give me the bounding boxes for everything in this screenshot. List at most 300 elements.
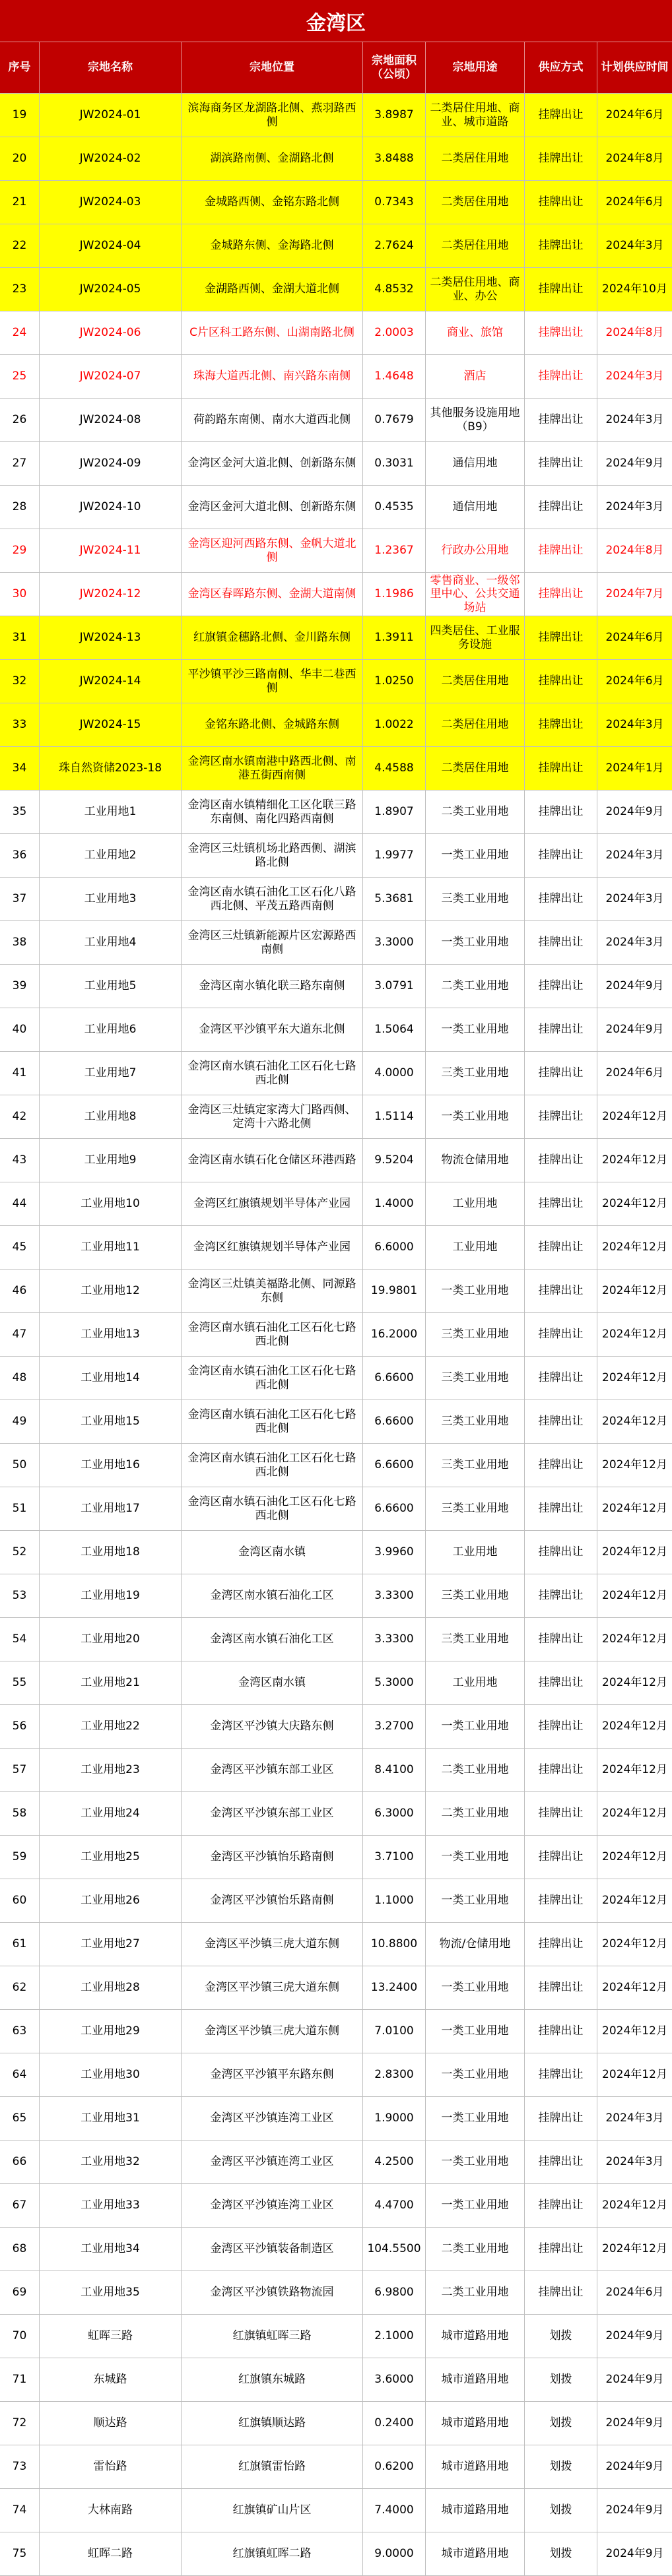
cell-serial-number: 20	[0, 137, 40, 181]
cell-serial-number: 45	[0, 1226, 40, 1270]
cell-parcel-area: 1.5064	[363, 1008, 426, 1052]
cell-parcel-name: 工业用地18	[40, 1531, 182, 1574]
cell-parcel-area: 2.7624	[363, 224, 426, 268]
cell-serial-number: 64	[0, 2053, 40, 2097]
cell-parcel-area: 1.1986	[363, 573, 426, 616]
cell-parcel-location: 红旗镇东城路	[182, 2358, 363, 2402]
cell-planned-supply-time: 2024年3月	[597, 399, 672, 442]
cell-land-use: 通信用地	[426, 442, 525, 486]
cell-land-use: 一类工业用地	[426, 921, 525, 965]
cell-planned-supply-time: 2024年12月	[597, 1531, 672, 1574]
cell-parcel-name: 工业用地10	[40, 1182, 182, 1226]
cell-supply-method: 挂牌出让	[525, 703, 597, 747]
cell-land-use: 工业用地	[426, 1226, 525, 1270]
cell-parcel-name: 工业用地31	[40, 2097, 182, 2141]
cell-planned-supply-time: 2024年3月	[597, 2097, 672, 2141]
cell-serial-number: 40	[0, 1008, 40, 1052]
cell-supply-method: 挂牌出让	[525, 965, 597, 1008]
cell-parcel-location: 金湾区南水镇石油化工区	[182, 1574, 363, 1618]
table-row	[0, 703, 672, 747]
cell-parcel-location: 金湾区金河大道北侧、创新路东侧	[182, 486, 363, 529]
cell-supply-method: 挂牌出让	[525, 1705, 597, 1749]
cell-parcel-location: 金湾区平沙镇连湾工业区	[182, 2097, 363, 2141]
cell-supply-method: 挂牌出让	[525, 1836, 597, 1879]
cell-parcel-location: 金湾区南水镇	[182, 1661, 363, 1705]
cell-parcel-area: 1.0250	[363, 660, 426, 703]
cell-parcel-location: 红旗镇虹晖三路	[182, 2315, 363, 2358]
cell-planned-supply-time: 2024年3月	[597, 878, 672, 921]
cell-serial-number: 69	[0, 2271, 40, 2315]
cell-land-use: 三类工业用地	[426, 1313, 525, 1357]
cell-land-use: 商业、旅馆	[426, 311, 525, 355]
table-row	[0, 2010, 672, 2053]
cell-parcel-area: 1.3911	[363, 616, 426, 660]
table-row	[0, 355, 672, 399]
cell-parcel-location: 金湾区南水镇石油化工区石化七路西北侧	[182, 1444, 363, 1487]
table-row	[0, 1836, 672, 1879]
table-row	[0, 486, 672, 529]
cell-supply-method: 挂牌出让	[525, 181, 597, 224]
cell-parcel-area: 7.0100	[363, 2010, 426, 2053]
cell-planned-supply-time: 2024年9月	[597, 442, 672, 486]
cell-parcel-name: 工业用地35	[40, 2271, 182, 2315]
cell-parcel-location: 金湾区南水镇石油化工区石化七路西北侧	[182, 1357, 363, 1400]
cell-serial-number: 67	[0, 2184, 40, 2228]
cell-parcel-name: 工业用地23	[40, 1749, 182, 1792]
cell-parcel-name: 工业用地7	[40, 1052, 182, 1095]
cell-parcel-area: 0.2400	[363, 2402, 426, 2445]
cell-planned-supply-time: 2024年6月	[597, 1052, 672, 1095]
table-row	[0, 790, 672, 834]
cell-supply-method: 挂牌出让	[525, 573, 597, 616]
cell-land-use: 一类工业用地	[426, 1008, 525, 1052]
cell-parcel-area: 6.6000	[363, 1226, 426, 1270]
cell-parcel-location: 金湾区平沙镇连湾工业区	[182, 2184, 363, 2228]
cell-land-use: 物流/仓储用地	[426, 1923, 525, 1966]
cell-parcel-location: 金湾区平沙镇装备制造区	[182, 2228, 363, 2271]
cell-supply-method: 挂牌出让	[525, 1052, 597, 1095]
table-row	[0, 2358, 672, 2402]
cell-serial-number: 43	[0, 1139, 40, 1182]
cell-parcel-location: 金湾区南水镇化联三路东南侧	[182, 965, 363, 1008]
cell-supply-method: 挂牌出让	[525, 1095, 597, 1139]
cell-planned-supply-time: 2024年9月	[597, 2445, 672, 2489]
cell-parcel-area: 10.8800	[363, 1923, 426, 1966]
cell-serial-number: 71	[0, 2358, 40, 2402]
table-row	[0, 1400, 672, 1444]
cell-planned-supply-time: 2024年8月	[597, 137, 672, 181]
cell-parcel-name: 工业用地5	[40, 965, 182, 1008]
cell-parcel-area: 0.6200	[363, 2445, 426, 2489]
table-body	[0, 94, 672, 2576]
cell-parcel-area: 3.3000	[363, 921, 426, 965]
cell-parcel-name: 工业用地12	[40, 1270, 182, 1313]
cell-parcel-area: 4.8532	[363, 268, 426, 311]
cell-parcel-location: 红旗镇矿山片区	[182, 2489, 363, 2532]
cell-parcel-name: JW2024-05	[40, 268, 182, 311]
cell-parcel-area: 4.4588	[363, 747, 426, 790]
table-row	[0, 1270, 672, 1313]
cell-serial-number: 74	[0, 2489, 40, 2532]
cell-land-use: 二类工业用地	[426, 2271, 525, 2315]
cell-supply-method: 挂牌出让	[525, 137, 597, 181]
cell-parcel-area: 3.8987	[363, 94, 426, 137]
cell-parcel-area: 7.4000	[363, 2489, 426, 2532]
cell-supply-method: 挂牌出让	[525, 1313, 597, 1357]
cell-parcel-area: 6.6600	[363, 1400, 426, 1444]
cell-land-use: 二类居住用地、商业、城市道路	[426, 94, 525, 137]
cell-parcel-location: 金湾区三灶镇定家湾大门路西侧、定湾十六路北侧	[182, 1095, 363, 1139]
cell-serial-number: 42	[0, 1095, 40, 1139]
cell-planned-supply-time: 2024年9月	[597, 1008, 672, 1052]
cell-parcel-name: 工业用地16	[40, 1444, 182, 1487]
cell-planned-supply-time: 2024年12月	[597, 1357, 672, 1400]
cell-serial-number: 27	[0, 442, 40, 486]
table-row	[0, 1139, 672, 1182]
cell-parcel-name: 工业用地29	[40, 2010, 182, 2053]
cell-supply-method: 划拨	[525, 2358, 597, 2402]
cell-serial-number: 72	[0, 2402, 40, 2445]
cell-parcel-name: 大林南路	[40, 2489, 182, 2532]
cell-parcel-name: 工业用地33	[40, 2184, 182, 2228]
cell-land-use: 酒店	[426, 355, 525, 399]
cell-parcel-area: 1.4000	[363, 1182, 426, 1226]
cell-parcel-name: JW2024-11	[40, 529, 182, 573]
header-planned-supply-time: 计划供应时间	[597, 42, 672, 94]
cell-parcel-area: 5.3681	[363, 878, 426, 921]
cell-parcel-area: 2.0003	[363, 311, 426, 355]
table-row	[0, 1749, 672, 1792]
cell-planned-supply-time: 2024年3月	[597, 703, 672, 747]
table-row	[0, 2445, 672, 2489]
cell-parcel-name: 工业用地14	[40, 1357, 182, 1400]
cell-serial-number: 22	[0, 224, 40, 268]
cell-land-use: 一类工业用地	[426, 2053, 525, 2097]
cell-land-use: 二类居住用地	[426, 224, 525, 268]
cell-parcel-name: 工业用地1	[40, 790, 182, 834]
cell-serial-number: 66	[0, 2141, 40, 2184]
cell-supply-method: 挂牌出让	[525, 1879, 597, 1923]
cell-parcel-area: 6.6600	[363, 1444, 426, 1487]
cell-parcel-location: 金湾区南水镇精细化工区化联三路东南侧、南化四路西南侧	[182, 790, 363, 834]
cell-parcel-name: 工业用地26	[40, 1879, 182, 1923]
cell-supply-method: 挂牌出让	[525, 355, 597, 399]
cell-parcel-location: 红旗镇雷怡路	[182, 2445, 363, 2489]
table-row	[0, 1182, 672, 1226]
table-row	[0, 2271, 672, 2315]
cell-supply-method: 挂牌出让	[525, 747, 597, 790]
table-row	[0, 1226, 672, 1270]
cell-parcel-location: 金城路东侧、金海路北侧	[182, 224, 363, 268]
cell-parcel-area: 1.2367	[363, 529, 426, 573]
cell-land-use: 工业用地	[426, 1661, 525, 1705]
cell-parcel-area: 6.6600	[363, 1487, 426, 1531]
cell-serial-number: 75	[0, 2532, 40, 2576]
header-parcel-location: 宗地位置	[182, 42, 363, 94]
cell-parcel-name: 工业用地8	[40, 1095, 182, 1139]
cell-parcel-location: 金湾区南水镇石油化工区	[182, 1618, 363, 1661]
table-row	[0, 573, 672, 616]
table-row	[0, 2097, 672, 2141]
cell-parcel-location: 金湾区平沙镇连湾工业区	[182, 2141, 363, 2184]
cell-parcel-area: 16.2000	[363, 1313, 426, 1357]
cell-parcel-name: JW2024-01	[40, 94, 182, 137]
cell-parcel-name: 工业用地34	[40, 2228, 182, 2271]
table-row	[0, 1531, 672, 1574]
cell-parcel-area: 3.3300	[363, 1574, 426, 1618]
table-row	[0, 2184, 672, 2228]
table-row	[0, 2489, 672, 2532]
cell-supply-method: 挂牌出让	[525, 2010, 597, 2053]
cell-land-use: 二类工业用地	[426, 1749, 525, 1792]
cell-serial-number: 25	[0, 355, 40, 399]
cell-land-use: 一类工业用地	[426, 2097, 525, 2141]
cell-serial-number: 63	[0, 2010, 40, 2053]
cell-serial-number: 39	[0, 965, 40, 1008]
cell-supply-method: 挂牌出让	[525, 1226, 597, 1270]
cell-supply-method: 挂牌出让	[525, 311, 597, 355]
cell-parcel-area: 1.0022	[363, 703, 426, 747]
cell-parcel-area: 3.9960	[363, 1531, 426, 1574]
table-row	[0, 1966, 672, 2010]
cell-supply-method: 挂牌出让	[525, 2271, 597, 2315]
cell-planned-supply-time: 2024年3月	[597, 834, 672, 878]
cell-serial-number: 57	[0, 1749, 40, 1792]
cell-planned-supply-time: 2024年12月	[597, 1444, 672, 1487]
cell-supply-method: 划拨	[525, 2532, 597, 2576]
header-parcel-area: 宗地面积（公顷）	[363, 42, 426, 94]
table-row	[0, 1444, 672, 1487]
cell-planned-supply-time: 2024年12月	[597, 1923, 672, 1966]
cell-planned-supply-time: 2024年6月	[597, 94, 672, 137]
cell-planned-supply-time: 2024年12月	[597, 1618, 672, 1661]
cell-parcel-location: 金铭东路北侧、金城路东侧	[182, 703, 363, 747]
cell-planned-supply-time: 2024年9月	[597, 2489, 672, 2532]
cell-serial-number: 60	[0, 1879, 40, 1923]
cell-supply-method: 挂牌出让	[525, 1182, 597, 1226]
cell-land-use: 一类工业用地	[426, 1270, 525, 1313]
cell-land-use: 工业用地	[426, 1531, 525, 1574]
cell-parcel-area: 3.7100	[363, 1836, 426, 1879]
cell-planned-supply-time: 2024年12月	[597, 2184, 672, 2228]
cell-parcel-location: 金湾区平沙镇平东大道东北侧	[182, 1008, 363, 1052]
cell-parcel-location: 金湾区平沙镇三虎大道东侧	[182, 1923, 363, 1966]
cell-land-use: 城市道路用地	[426, 2315, 525, 2358]
cell-supply-method: 挂牌出让	[525, 616, 597, 660]
cell-planned-supply-time: 2024年3月	[597, 2141, 672, 2184]
cell-parcel-area: 3.2700	[363, 1705, 426, 1749]
cell-land-use: 一类工业用地	[426, 1836, 525, 1879]
cell-parcel-name: JW2024-03	[40, 181, 182, 224]
cell-parcel-area: 9.0000	[363, 2532, 426, 2576]
cell-parcel-name: 工业用地28	[40, 1966, 182, 2010]
cell-planned-supply-time: 2024年8月	[597, 311, 672, 355]
table-row	[0, 878, 672, 921]
cell-planned-supply-time: 2024年9月	[597, 2315, 672, 2358]
table-row	[0, 181, 672, 224]
cell-parcel-name: JW2024-15	[40, 703, 182, 747]
cell-serial-number: 46	[0, 1270, 40, 1313]
cell-planned-supply-time: 2024年12月	[597, 1749, 672, 1792]
cell-supply-method: 挂牌出让	[525, 442, 597, 486]
cell-serial-number: 19	[0, 94, 40, 137]
cell-planned-supply-time: 2024年12月	[597, 1270, 672, 1313]
cell-parcel-location: 金湾区三灶镇新能源片区宏源路西南侧	[182, 921, 363, 965]
cell-parcel-area: 4.4700	[363, 2184, 426, 2228]
cell-planned-supply-time: 2024年3月	[597, 224, 672, 268]
table-row	[0, 1313, 672, 1357]
cell-planned-supply-time: 2024年9月	[597, 965, 672, 1008]
cell-parcel-location: 平沙镇平沙三路南侧、华丰二巷西侧	[182, 660, 363, 703]
cell-planned-supply-time: 2024年9月	[597, 2402, 672, 2445]
cell-supply-method: 挂牌出让	[525, 1792, 597, 1836]
cell-land-use: 城市道路用地	[426, 2489, 525, 2532]
table-row	[0, 1661, 672, 1705]
cell-serial-number: 36	[0, 834, 40, 878]
cell-parcel-name: 工业用地22	[40, 1705, 182, 1749]
cell-parcel-name: 工业用地13	[40, 1313, 182, 1357]
table-row	[0, 2532, 672, 2576]
table-row	[0, 660, 672, 703]
cell-supply-method: 挂牌出让	[525, 94, 597, 137]
cell-land-use: 一类工业用地	[426, 1966, 525, 2010]
cell-planned-supply-time: 2024年12月	[597, 2228, 672, 2271]
cell-planned-supply-time: 2024年3月	[597, 486, 672, 529]
cell-land-use: 一类工业用地	[426, 1095, 525, 1139]
cell-serial-number: 23	[0, 268, 40, 311]
cell-supply-method: 挂牌出让	[525, 1661, 597, 1705]
cell-parcel-name: JW2024-07	[40, 355, 182, 399]
cell-land-use: 四类居住、工业服务设施	[426, 616, 525, 660]
cell-planned-supply-time: 2024年12月	[597, 1792, 672, 1836]
cell-serial-number: 58	[0, 1792, 40, 1836]
cell-parcel-location: 金湖路西侧、金湖大道北侧	[182, 268, 363, 311]
cell-parcel-area: 6.3000	[363, 1792, 426, 1836]
cell-land-use: 零售商业、一级邻里中心、公共交通场站	[426, 573, 525, 616]
cell-planned-supply-time: 2024年12月	[597, 1139, 672, 1182]
cell-parcel-area: 4.0000	[363, 1052, 426, 1095]
cell-parcel-area: 2.8300	[363, 2053, 426, 2097]
cell-planned-supply-time: 2024年6月	[597, 2271, 672, 2315]
cell-supply-method: 挂牌出让	[525, 878, 597, 921]
cell-serial-number: 48	[0, 1357, 40, 1400]
table-row	[0, 1487, 672, 1531]
cell-land-use: 一类工业用地	[426, 1879, 525, 1923]
cell-parcel-location: 金湾区红旗镇规划半导体产业园	[182, 1182, 363, 1226]
cell-planned-supply-time: 2024年12月	[597, 1313, 672, 1357]
table-row	[0, 747, 672, 790]
cell-parcel-location: C片区科工路东侧、山湖南路北侧	[182, 311, 363, 355]
cell-parcel-location: 红旗镇金穗路北侧、金川路东侧	[182, 616, 363, 660]
cell-supply-method: 挂牌出让	[525, 1966, 597, 2010]
cell-planned-supply-time: 2024年12月	[597, 1836, 672, 1879]
cell-parcel-name: JW2024-10	[40, 486, 182, 529]
cell-serial-number: 35	[0, 790, 40, 834]
cell-planned-supply-time: 2024年6月	[597, 660, 672, 703]
cell-parcel-name: 工业用地27	[40, 1923, 182, 1966]
cell-serial-number: 34	[0, 747, 40, 790]
cell-supply-method: 划拨	[525, 2489, 597, 2532]
cell-planned-supply-time: 2024年12月	[597, 1487, 672, 1531]
cell-serial-number: 24	[0, 311, 40, 355]
cell-parcel-name: 工业用地25	[40, 1836, 182, 1879]
cell-parcel-area: 0.7679	[363, 399, 426, 442]
cell-land-use: 城市道路用地	[426, 2402, 525, 2445]
cell-serial-number: 31	[0, 616, 40, 660]
cell-planned-supply-time: 2024年12月	[597, 1705, 672, 1749]
table-row	[0, 311, 672, 355]
cell-land-use: 一类工业用地	[426, 2141, 525, 2184]
cell-supply-method: 挂牌出让	[525, 2184, 597, 2228]
cell-land-use: 二类居住用地	[426, 181, 525, 224]
cell-land-use: 三类工业用地	[426, 1487, 525, 1531]
cell-parcel-area: 3.0791	[363, 965, 426, 1008]
cell-supply-method: 挂牌出让	[525, 2053, 597, 2097]
cell-parcel-area: 6.6600	[363, 1357, 426, 1400]
cell-land-use: 三类工业用地	[426, 1444, 525, 1487]
cell-parcel-location: 金湾区金河大道北侧、创新路东侧	[182, 442, 363, 486]
cell-planned-supply-time: 2024年12月	[597, 1879, 672, 1923]
cell-parcel-location: 金湾区南水镇石化仓储区环港西路	[182, 1139, 363, 1182]
cell-parcel-name: 工业用地24	[40, 1792, 182, 1836]
cell-supply-method: 挂牌出让	[525, 1008, 597, 1052]
cell-supply-method: 挂牌出让	[525, 224, 597, 268]
cell-supply-method: 挂牌出让	[525, 1270, 597, 1313]
cell-parcel-area: 19.9801	[363, 1270, 426, 1313]
cell-land-use: 二类工业用地	[426, 1792, 525, 1836]
cell-serial-number: 56	[0, 1705, 40, 1749]
cell-parcel-name: 工业用地9	[40, 1139, 182, 1182]
cell-parcel-location: 金城路西侧、金铭东路北侧	[182, 181, 363, 224]
cell-parcel-name: 工业用地21	[40, 1661, 182, 1705]
cell-land-use: 一类工业用地	[426, 1705, 525, 1749]
table-row	[0, 268, 672, 311]
cell-parcel-name: 顺达路	[40, 2402, 182, 2445]
cell-parcel-location: 金湾区平沙镇平东路东侧	[182, 2053, 363, 2097]
cell-parcel-location: 金湾区南水镇石油化工区石化七路西北侧	[182, 1487, 363, 1531]
cell-parcel-location: 金湾区三灶镇美福路北侧、同源路东侧	[182, 1270, 363, 1313]
cell-parcel-name: 东城路	[40, 2358, 182, 2402]
cell-planned-supply-time: 2024年12月	[597, 1226, 672, 1270]
cell-serial-number: 65	[0, 2097, 40, 2141]
cell-planned-supply-time: 2024年3月	[597, 921, 672, 965]
cell-land-use: 行政办公用地	[426, 529, 525, 573]
table-row	[0, 2053, 672, 2097]
cell-parcel-name: 虹晖三路	[40, 2315, 182, 2358]
cell-supply-method: 划拨	[525, 2315, 597, 2358]
cell-serial-number: 32	[0, 660, 40, 703]
cell-serial-number: 68	[0, 2228, 40, 2271]
cell-planned-supply-time: 2024年6月	[597, 616, 672, 660]
cell-supply-method: 挂牌出让	[525, 2097, 597, 2141]
cell-supply-method: 挂牌出让	[525, 1139, 597, 1182]
cell-parcel-area: 104.5500	[363, 2228, 426, 2271]
cell-parcel-name: 工业用地11	[40, 1226, 182, 1270]
cell-land-use: 二类工业用地	[426, 2228, 525, 2271]
cell-serial-number: 53	[0, 1574, 40, 1618]
cell-parcel-name: JW2024-13	[40, 616, 182, 660]
cell-parcel-name: 工业用地32	[40, 2141, 182, 2184]
cell-planned-supply-time: 2024年7月	[597, 573, 672, 616]
cell-parcel-location: 金湾区南水镇	[182, 1531, 363, 1574]
cell-supply-method: 划拨	[525, 2402, 597, 2445]
table-row	[0, 965, 672, 1008]
cell-serial-number: 44	[0, 1182, 40, 1226]
cell-parcel-location: 珠海大道西北侧、南兴路东南侧	[182, 355, 363, 399]
cell-land-use: 通信用地	[426, 486, 525, 529]
cell-land-use: 三类工业用地	[426, 1400, 525, 1444]
cell-parcel-area: 8.4100	[363, 1749, 426, 1792]
